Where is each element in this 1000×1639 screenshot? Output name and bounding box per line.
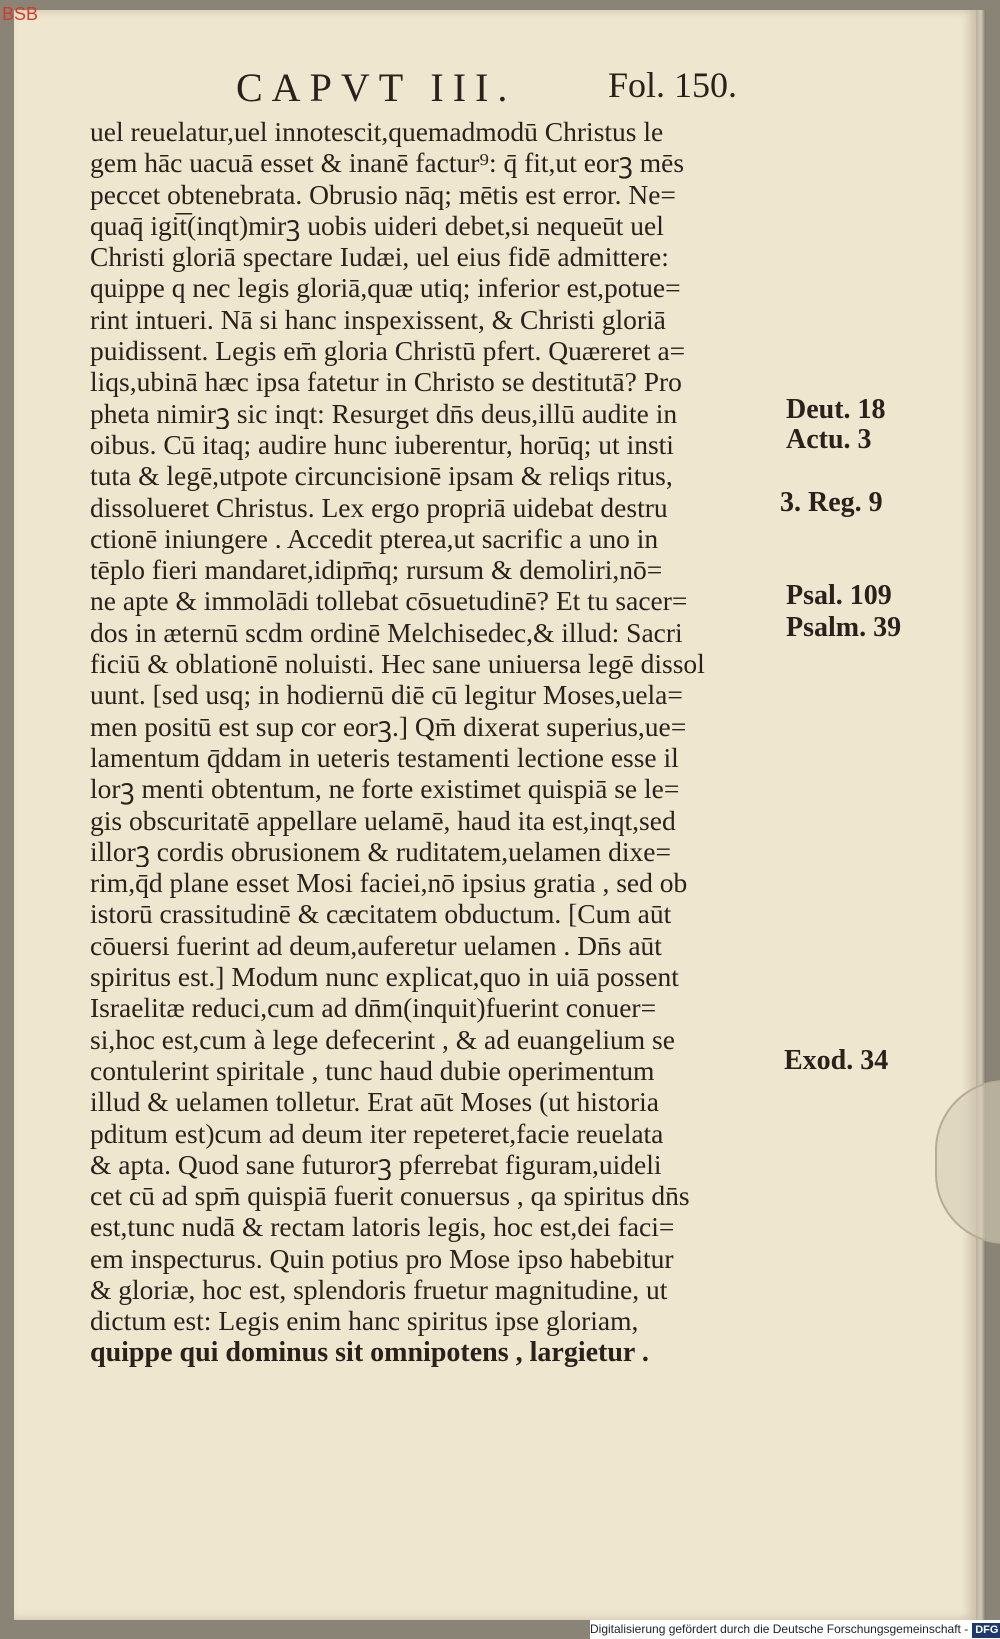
text-line: rint intueri. Nā si hanc inspexissent, & Christi gloriā [90,303,666,335]
text-line: peccet obtenebrata. Obrusio nāq; mētis est error. Ne= [90,178,676,210]
text-line: dos in æternū scdm ordinē Melchisedec,& illud: Sacri [90,616,683,648]
marginal-ref: 3. Reg. 9 [780,487,883,518]
text-line: men positū est sup cor eorꝫ.] Qm̄ dixerat superius,ue= [90,710,687,742]
text-line: lorꝫ menti obtentum, ne forte existimet quispiā se le= [90,773,680,805]
text-line: Christi gloriā spectare Iudæi, uel eius fidē admittere: [90,241,669,273]
text-line: Israelitæ reduci,cum ad dn̄m(inquit)fuerint conuer= [90,992,657,1024]
text-line: gis obscuritatē appellare uelamē, haud ita est,inqt,sed [90,804,676,836]
text-line: si,hoc est,cum à lege defecerint , & ad euangelium se [90,1023,675,1055]
text-line: spiritus est.] Modum nunc explicat,quo in uiā possent [90,961,679,993]
marginal-ref: Psal. 109 [786,580,892,611]
text-line: puidissent. Legis em̄ gloria Christū pfert. Quæreret a= [90,335,686,367]
text-line: cōuersi fuerint ad deum,auferetur uelamen . Dn̄s aūt [90,929,662,961]
text-line: tuta & legē,utpote circuncisionē ipsam & reliqs ritus, [90,460,673,492]
text-line: tēplo fieri mandaret,idipm̄q; rursum & demoliri,nō= [90,554,663,586]
text-line: est,tunc nudā & rectam latoris legis, hoc est,dei faci= [90,1211,675,1243]
text-line: istorū crassitudinē & cæcitatem obductum. [Cum aūt [90,898,672,930]
running-head [236,64,756,114]
chapter-heading: CAPVT III. [236,65,517,110]
text-line: & gloriæ, hoc est, splendoris fruetur magnitudine, ut [90,1273,668,1305]
marginal-ref: Exod. 34 [784,1045,889,1076]
text-line: cet cū ad spm̄ quispiā fuerit conuersus , qa spiritus dn̄s [90,1180,690,1212]
text-line: pditum est)cum ad deum iter repeteret,facie reuelata [90,1117,664,1149]
credit-text: Digitalisierung gefördert durch die Deutsche Forschungsgemeinschaft - [590,1622,969,1636]
text-line: dissolueret Christus. Lex ergo propriā uidebat destru [90,491,668,523]
text-line: & apta. Quod sane futurorꝫ pferrebat figuram,uideli [90,1148,662,1180]
library-mark: BSB [2,4,39,24]
marginal-ref: Psalm. 39 [786,612,902,643]
text-line: quippe q nec legis gloriā,quæ utiq; inferior est,potue= [90,272,681,304]
text-line: dictum est: Legis enim hanc spiritus ipse gloriam, [90,1305,639,1337]
text-line: pheta nimirꝫ sic inqt: Resurget dn̄s deus,illū audite in [90,397,678,429]
page-edge [976,10,986,1620]
text-line: ficiū & oblationē noluisti. Hec sane uniuersa legē dissol [90,648,705,680]
text-line: quaq̄ igi͞t(inqt)mirꝫ uobis uideri debet,si nequeūt uel [90,209,664,241]
folio-number: Fol. 150. [608,65,738,105]
text-line: liqs,ubinā hæc ipsa fatetur in Christo se destitutā? Pro [90,366,682,398]
text-line: illorꝫ cordis obrusionem & ruditatem,uelamen dixe= [90,835,671,867]
digitization-credit [590,1620,1000,1639]
body-text [90,116,790,1368]
dfg-logo: DFG [972,1623,1000,1638]
text-line: quippe qui dominus sit omnipotens , largietur . [90,1336,649,1368]
marginal-ref: Deut. 18 [786,394,886,425]
text-line: gem hāc uacuā esset & inanē factur⁹: q̄ fit,ut eorꝫ mēs [90,147,685,179]
text-line: ctionē iniungere . Accedit pterea,ut sacrific a uno in [90,522,659,554]
text-line: uel reuelatur,uel innotescit,quemadmodū Christus le [90,116,664,147]
marginal-ref: Actu. 3 [786,424,872,455]
text-line: em inspecturus. Quin potius pro Mose ipso habebitur [90,1242,674,1274]
text-line: illud & uelamen tolletur. Erat aūt Moses (ut historia [90,1086,659,1118]
text-line: uunt. [sed usq; in hodiernū diē cū legitur Moses,uela= [90,679,683,711]
text-line: contulerint spiritale , tunc haud dubie operimentum [90,1054,655,1086]
text-line: ne apte & immolādi tollebat cōsuetudinē? Et tu sacer= [90,585,688,617]
text-line: lamentum q̄ddam in ueteris testamenti lectione esse il [90,741,679,773]
text-line: rim,q̄d plane esset Mosi faciei,nō ipsius gratia , sed ob [90,867,688,899]
text-line: oibus. Cū itaq; audire hunc iuberentur, horūq; ut insti [90,428,674,460]
